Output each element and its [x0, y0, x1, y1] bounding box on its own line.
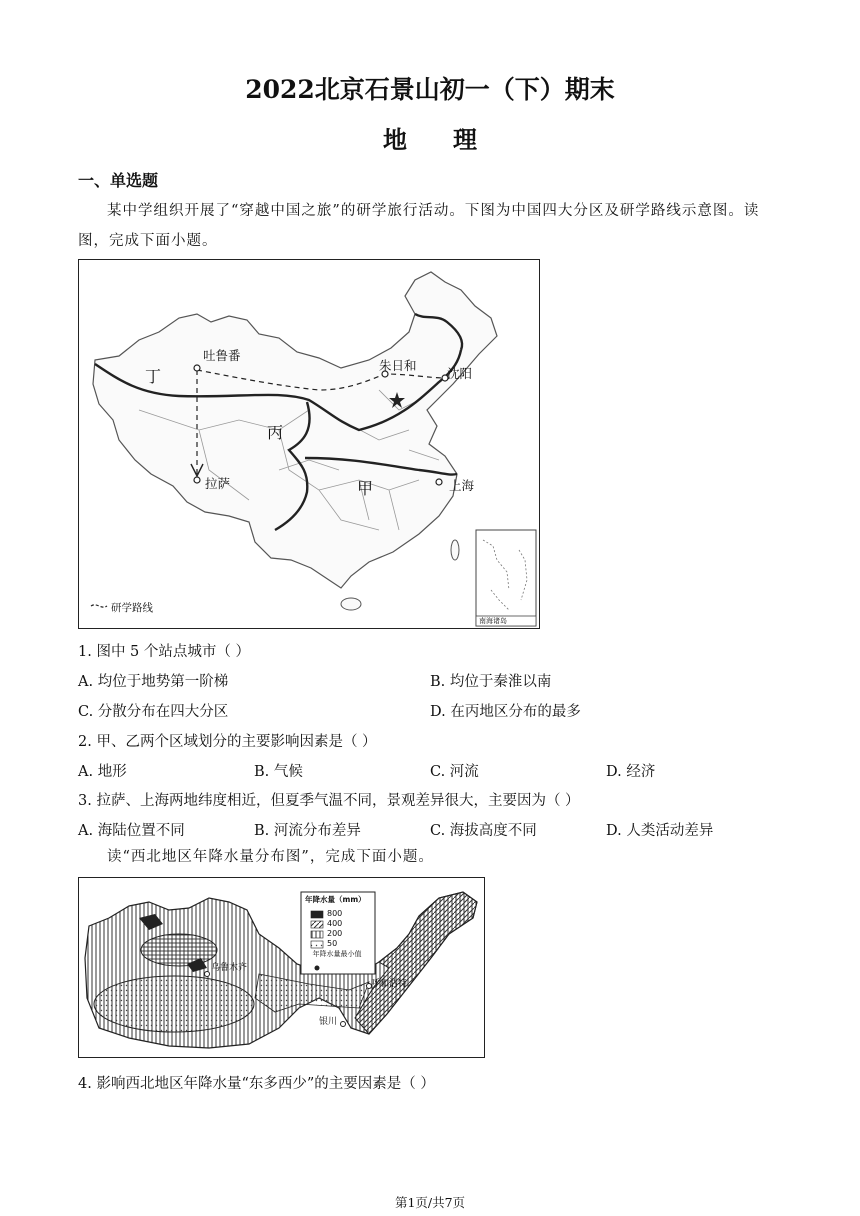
intro-line-1: 某中学组织开展了“穿越中国之旅”的研学旅行活动。下图为中国四大分区及研学路线示意图。读 [107, 203, 760, 219]
question-4-stem: 4. 影响西北地区年降水量“东多西少”的主要因素是（ ） [78, 1076, 435, 1092]
northwest-precipitation-map [78, 877, 485, 1058]
map-label-shenyang: 沈阳 [447, 366, 473, 381]
question-3-option-b: B. 河流分布差异 [254, 823, 361, 839]
intro-paragraph-2: 读“西北地区年降水量分布图”，完成下面小题。 [107, 849, 434, 865]
page-subject: 地理 [383, 125, 523, 154]
map-label-zhurihe: 朱日和 [379, 358, 417, 373]
question-1-option-d: D. 在丙地区分布的最多 [430, 704, 581, 720]
precip-legend-minimum: 年降水量最小值 [312, 950, 362, 958]
question-2-option-c: C. 河流 [430, 764, 479, 780]
question-2-option-b: B. 气候 [254, 764, 303, 780]
map-label-region-jia: 甲 [357, 479, 374, 498]
precip-legend-200: 200 [327, 929, 343, 938]
question-1-stem: 1. 图中 5 个站点城市（ ） [78, 644, 250, 660]
page-footer: 第1页/共7页 [394, 1195, 466, 1210]
question-3-stem: 3. 拉萨、上海两地纬度相近，但夏季气温不同，景观差异很大，主要因为（ ） [78, 793, 580, 809]
question-3-option-c: C. 海拔高度不同 [430, 823, 537, 839]
question-1-option-b: B. 均位于秦淮以南 [430, 674, 552, 690]
map-label-region-bing: 丙 [267, 423, 284, 442]
question-3-option-a: A. 海陆位置不同 [78, 823, 185, 839]
question-2-stem: 2. 甲、乙两个区域划分的主要影响因素是（ ） [78, 734, 377, 750]
map-label-region-ding: 丁 [145, 367, 162, 386]
map-label-turpan: 吐鲁番 [203, 348, 241, 363]
intro-paragraph-1 [78, 196, 768, 256]
question-2-option-d: D. 经济 [606, 764, 656, 780]
question-1-option-a: A. 均位于地势第一阶梯 [78, 674, 229, 690]
precip-label-urumqi: 乌鲁木齐 [211, 963, 248, 973]
question-3-option-d: D. 人类活动差异 [606, 823, 714, 839]
precip-legend-title: 年降水量（mm） [305, 895, 366, 904]
precip-label-yinchuan: 银川 [319, 1017, 338, 1027]
map-label-shanghai: 上海 [449, 478, 475, 493]
china-regions-map [78, 259, 540, 629]
intro-line-2: 图，完成下面小题。 [78, 233, 218, 249]
question-2-option-a: A. 地形 [78, 764, 127, 780]
map-label-lhasa: 拉萨 [205, 476, 231, 491]
map-legend-route: 研学路线 [111, 602, 153, 614]
map-inset-caption: 南海诸岛 [479, 617, 507, 625]
question-1-option-c: C. 分散分布在四大分区 [78, 704, 229, 720]
precip-legend-50: 50 [327, 939, 338, 948]
precip-legend-800: 800 [327, 909, 343, 918]
china-map-figure [79, 260, 539, 628]
precipitation-map-figure [79, 878, 484, 1057]
section-heading: 一、单选题 [78, 171, 159, 190]
precip-legend-400: 400 [327, 919, 343, 928]
precip-label-hohhot: 呼和浩特 [371, 979, 408, 989]
page-title: 2022北京石景山初一（下）期末 [245, 75, 615, 104]
